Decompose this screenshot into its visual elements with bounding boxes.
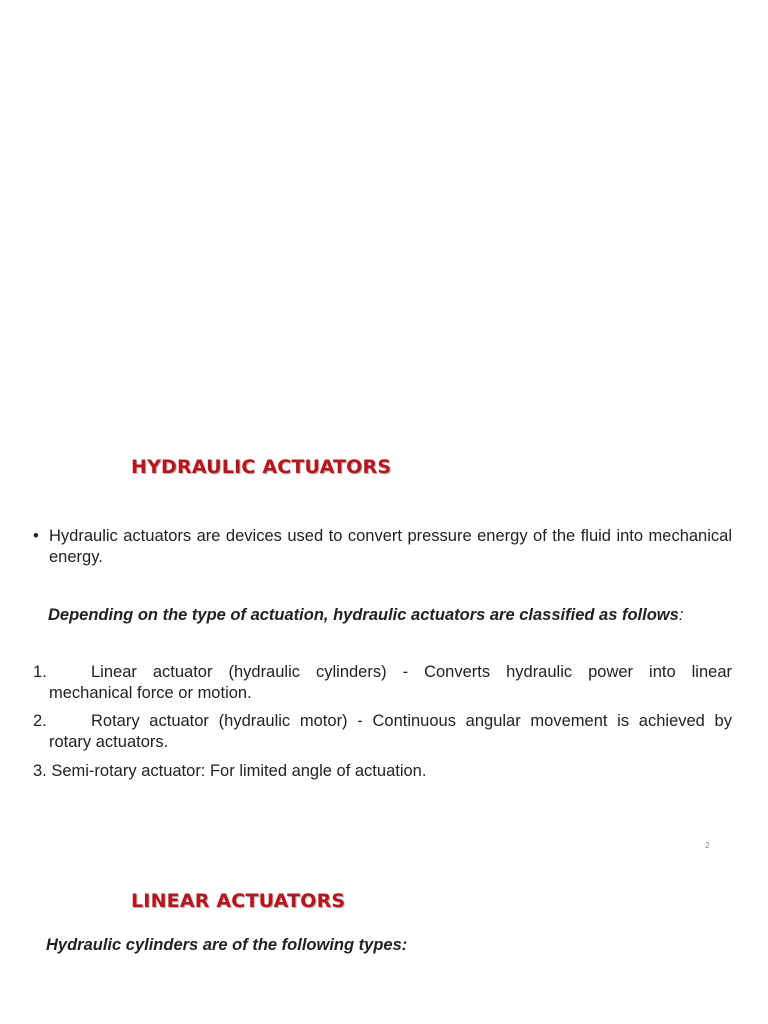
slide-title: HYDRAULIC ACTUATORS xyxy=(131,456,392,478)
list-item-first-line: Linear actuator (hydraulic cylinders) - Converts hydraulic power into linear xyxy=(91,663,732,681)
slide-subtitle: Hydraulic cylinders are of the following types: xyxy=(46,936,408,954)
classification-lead xyxy=(48,605,683,626)
list-item-continuation: mechanical force or motion. xyxy=(49,684,252,702)
list-item-first-line: Rotary actuator (hydraulic motor) - Continuous angular movement is achieved by xyxy=(91,712,732,730)
bullet-text: Hydraulic actuators are devices used to convert pressure energy of the fluid into mechanical energy. xyxy=(49,527,732,566)
list-item-2 xyxy=(33,711,732,753)
list-item-continuation: rotary actuators. xyxy=(49,733,169,751)
bullet-mark: • xyxy=(33,527,39,545)
page-number: 2 xyxy=(705,841,710,850)
slide-linear-actuators xyxy=(0,860,768,1024)
list-item-3: 3. Semi-rotary actuator: For limited angle of actuation. xyxy=(33,762,427,780)
list-item-1 xyxy=(33,662,732,704)
bullet-item xyxy=(33,526,732,568)
classification-lead-text: Depending on the type of actuation, hydraulic actuators are classified as follows xyxy=(48,606,679,624)
list-item-number: 1. xyxy=(33,663,47,681)
list-item-number: 2. xyxy=(33,712,47,730)
classification-colon: : xyxy=(678,606,684,624)
slide-title: LINEAR ACTUATORS xyxy=(131,890,346,912)
